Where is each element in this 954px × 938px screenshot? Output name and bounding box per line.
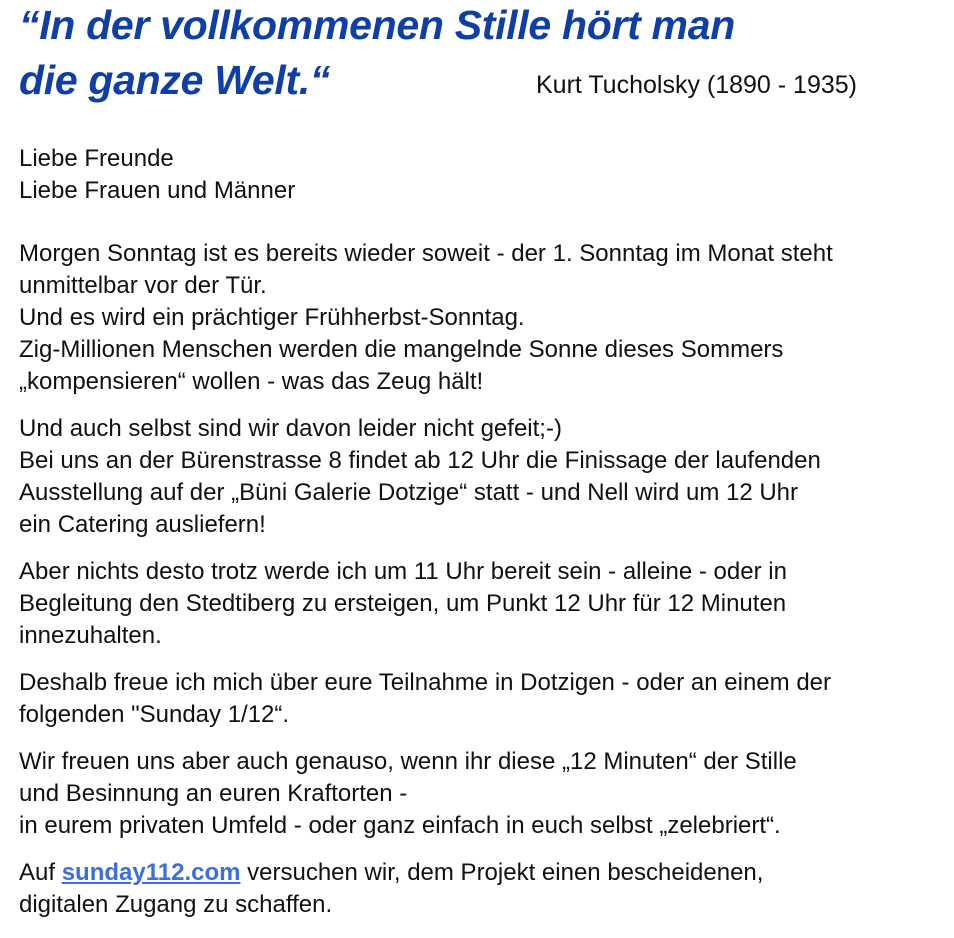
document [19,0,949,918]
paragraph-line: „kompensieren“ wollen - was das Zeug hält! [19,368,484,395]
closing-prefix: Auf [19,859,62,886]
paragraph-1 [19,238,949,398]
paragraph-line: innezuhalten. [19,622,162,649]
quote-line-1: “In der vollkommenen Stille hört man [19,2,735,48]
closing-paragraph [19,857,949,921]
paragraph-line: Begleitung den Stedtiberg zu ersteigen, um Punkt 12 Uhr für 12 Minuten [19,590,787,617]
greeting [19,143,295,207]
closing-suffix: versuchen wir, dem Projekt einen bescheidenen, [240,859,764,886]
website-link[interactable]: sunday112.com [61,859,241,886]
greeting-line-2: Liebe Frauen und Männer [19,177,296,204]
quote-author: Kurt Tucholsky (1890 - 1935) [536,71,857,99]
paragraph-line: Morgen Sonntag ist es bereits wieder soweit - der 1. Sonntag im Monat steht [19,240,833,267]
quote-header [19,0,949,120]
paragraph-line: unmittelbar vor der Tür. [19,272,267,299]
closing-line-1 [19,857,949,889]
paragraph-line: Bei uns an der Bürenstrasse 8 findet ab 12 Uhr die Finissage der laufenden [19,447,821,474]
paragraph-line: Und es wird ein prächtiger Frühherbst-Sonntag. [19,304,525,331]
paragraph-line: Und auch selbst sind wir davon leider nicht gefeit;-) [19,415,562,442]
paragraph-line: folgenden "Sunday 1/12“. [19,701,290,728]
letter-body [19,238,949,921]
quote-line-2: die ganze Welt.“ [19,57,331,103]
paragraph-2 [19,413,949,541]
closing-line-2: digitalen Zugang zu schaffen. [19,891,333,918]
paragraph-line: ein Catering ausliefern! [19,511,266,538]
paragraph-5 [19,746,949,842]
paragraph-line: Wir freuen uns aber auch genauso, wenn ihr diese „12 Minuten“ der Stille [19,748,797,775]
paragraph-line: Ausstellung auf der „Büni Galerie Dotzige“ statt - und Nell wird um 12 Uhr [19,479,799,506]
paragraph-line: in eurem privaten Umfeld - oder ganz einfach in euch selbst „zelebriert“. [19,812,781,839]
paragraph-line: Deshalb freue ich mich über eure Teilnahme in Dotzigen - oder an einem der [19,669,832,696]
paragraph-line: Zig-Millionen Menschen werden die mangelnde Sonne dieses Sommers [19,336,784,363]
paragraph-line: Aber nichts desto trotz werde ich um 11 Uhr bereit sein - alleine - oder in [19,558,787,585]
paragraph-4 [19,667,949,731]
greeting-line-1: Liebe Freunde [19,145,174,172]
paragraph-line: und Besinnung an euren Kraftorten - [19,780,408,807]
paragraph-3 [19,556,949,652]
